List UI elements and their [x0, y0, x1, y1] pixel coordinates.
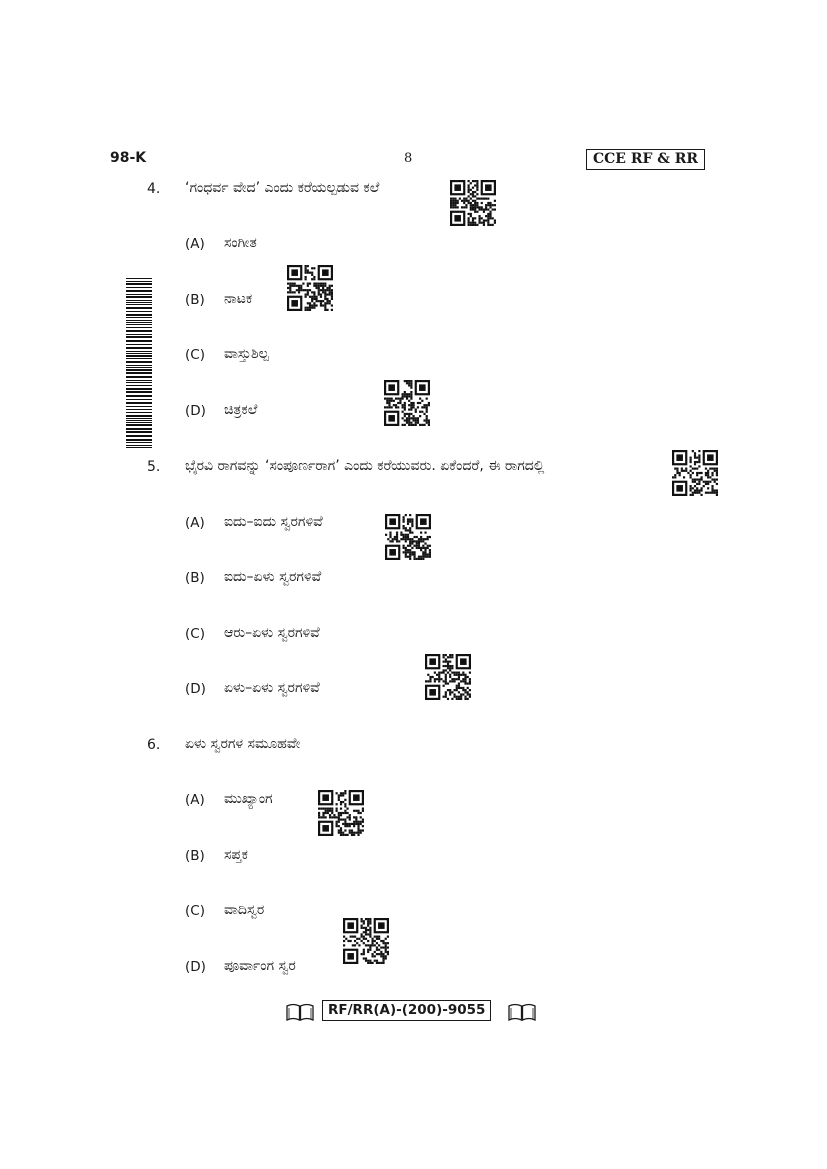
qr-code-icon	[343, 918, 389, 964]
question-4-number: 4.	[147, 181, 161, 197]
page-number: 8	[404, 151, 413, 166]
q4-option-d-text: ಚಿತ್ರಕಲೆ	[224, 402, 258, 418]
q6-option-a-label: (A)	[185, 792, 205, 808]
q5-option-a-label: (A)	[185, 515, 205, 531]
q4-option-a-label: (A)	[185, 236, 205, 252]
q5-option-b-text: ಐದು–ಏಳು ಸ್ವರಗಳಿವೆ	[224, 569, 322, 585]
open-book-icon	[285, 1002, 315, 1022]
q5-option-d-label: (D)	[185, 681, 206, 697]
question-4-text: ‘ಗಂಧರ್ವ ವೇದ’ ಎಂದು ಕರೆಯಲ್ಪಡುವ ಕಲೆ	[185, 180, 380, 196]
qr-code-icon	[384, 380, 430, 426]
question-6-number: 6.	[147, 737, 161, 753]
q6-option-b-text: ಸಪ್ತಕ	[224, 847, 248, 863]
qr-code-icon	[450, 180, 496, 226]
paper-code: 98-K	[110, 150, 147, 166]
qr-code-icon	[385, 514, 431, 560]
q5-option-c-label: (C)	[185, 626, 205, 642]
q6-option-a-text: ಮುಖ್ಯಾಂಗ	[224, 791, 273, 807]
q4-option-c-text: ವಾಸ್ತುಶಿಲ್ಪ	[224, 346, 269, 362]
q5-option-c-text: ಆರು–ಏಳು ಸ್ವರಗಳಿವೆ	[224, 625, 320, 641]
qr-code-icon	[318, 790, 364, 836]
q6-option-d-label: (D)	[185, 959, 206, 975]
q6-option-d-text: ಪೂರ್ವಾಂಗ ಸ್ವರ	[224, 958, 296, 974]
q4-option-a-text: ಸಂಗೀತ	[224, 235, 257, 251]
question-6-text: ಏಳು ಸ್ವರಗಳ ಸಮೂಹವೇ	[185, 736, 301, 752]
question-5-text: ಭೈರವಿ ರಾಗವನ್ನು ‘ಸಂಪೂರ್ಣರಾಗ’ ಎಂದು ಕರೆಯುವರು. ಏಕೆಂದರೆ, ಈ ರಾಗದಲ್ಲಿ	[185, 458, 545, 474]
qr-code-icon	[425, 654, 471, 700]
qr-code-icon	[672, 450, 718, 496]
q6-option-c-label: (C)	[185, 903, 205, 919]
q4-option-b-label: (B)	[185, 292, 205, 308]
q5-option-b-label: (B)	[185, 570, 205, 586]
open-book-icon	[507, 1002, 537, 1022]
barcode-icon	[126, 278, 152, 450]
q4-option-c-label: (C)	[185, 347, 205, 363]
exam-label-box: CCE RF & RR	[586, 149, 705, 170]
question-5-number: 5.	[147, 459, 161, 475]
q5-option-a-text: ಐದು–ಐದು ಸ್ವರಗಳಿವೆ	[224, 514, 323, 530]
q4-option-d-label: (D)	[185, 403, 206, 419]
footer-code-box: RF/RR(A)-(200)-9055	[322, 1000, 491, 1021]
q6-option-b-label: (B)	[185, 848, 205, 864]
q4-option-b-text: ನಾಟಕ	[224, 291, 253, 307]
q6-option-c-text: ವಾದಿಸ್ವರ	[224, 902, 265, 918]
q5-option-d-text: ಏಳು–ಏಳು ಸ್ವರಗಳಿವೆ	[224, 680, 320, 696]
qr-code-icon	[287, 265, 333, 311]
